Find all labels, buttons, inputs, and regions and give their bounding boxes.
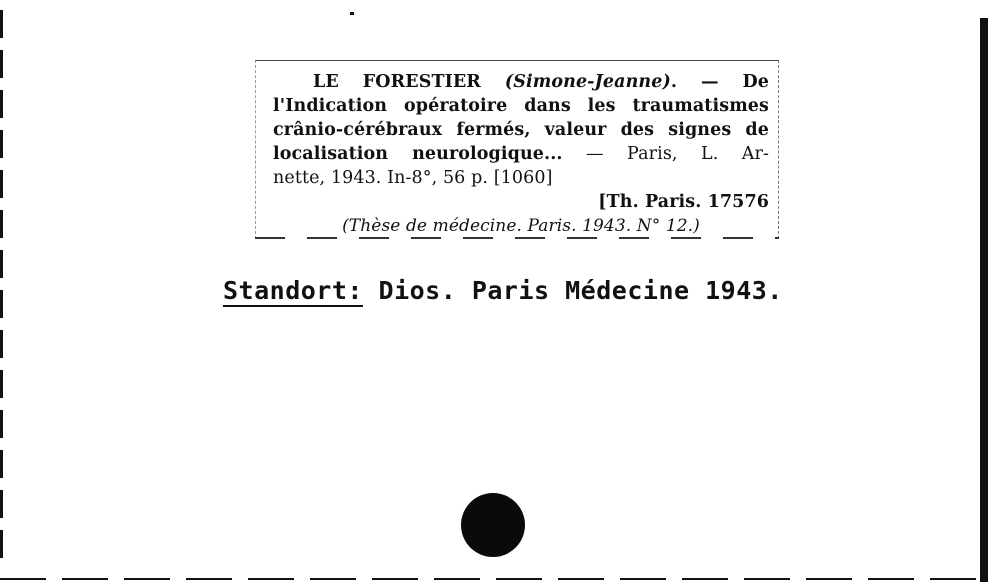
entry-line: crânio-cérébraux fermés, valeur des signes de	[273, 120, 769, 140]
card-bottom-edge	[0, 578, 992, 580]
standort-label: Standort:	[223, 276, 363, 305]
classmark: [Th. Paris. 17576	[598, 192, 769, 212]
location-stamp	[223, 276, 783, 305]
card-right-edge	[980, 18, 988, 582]
bibliographic-entry	[273, 70, 769, 238]
author-given-names: (Simone-Jeanne)	[504, 72, 671, 92]
card-left-edge	[0, 10, 3, 570]
entry-line	[273, 70, 769, 94]
entry-line: l'Indication opératoire dans les traumatismes	[273, 96, 769, 116]
author-name: LE FORESTIER	[313, 72, 505, 92]
imprint: — Paris, L. Ar-	[562, 144, 769, 164]
punch-hole	[461, 493, 525, 557]
title-start: . — De	[670, 72, 769, 92]
entry-line: nette, 1943. In-8°, 56 p. [1060]	[273, 168, 553, 188]
thesis-note: (Thèse de médecine. Paris. 1943. N° 12.)	[342, 216, 700, 236]
title-end: localisation neurologique...	[273, 144, 563, 164]
entry-line	[273, 142, 769, 166]
standort-value: Dios. Paris Médecine 1943.	[362, 276, 783, 305]
scan-mark	[350, 12, 354, 15]
